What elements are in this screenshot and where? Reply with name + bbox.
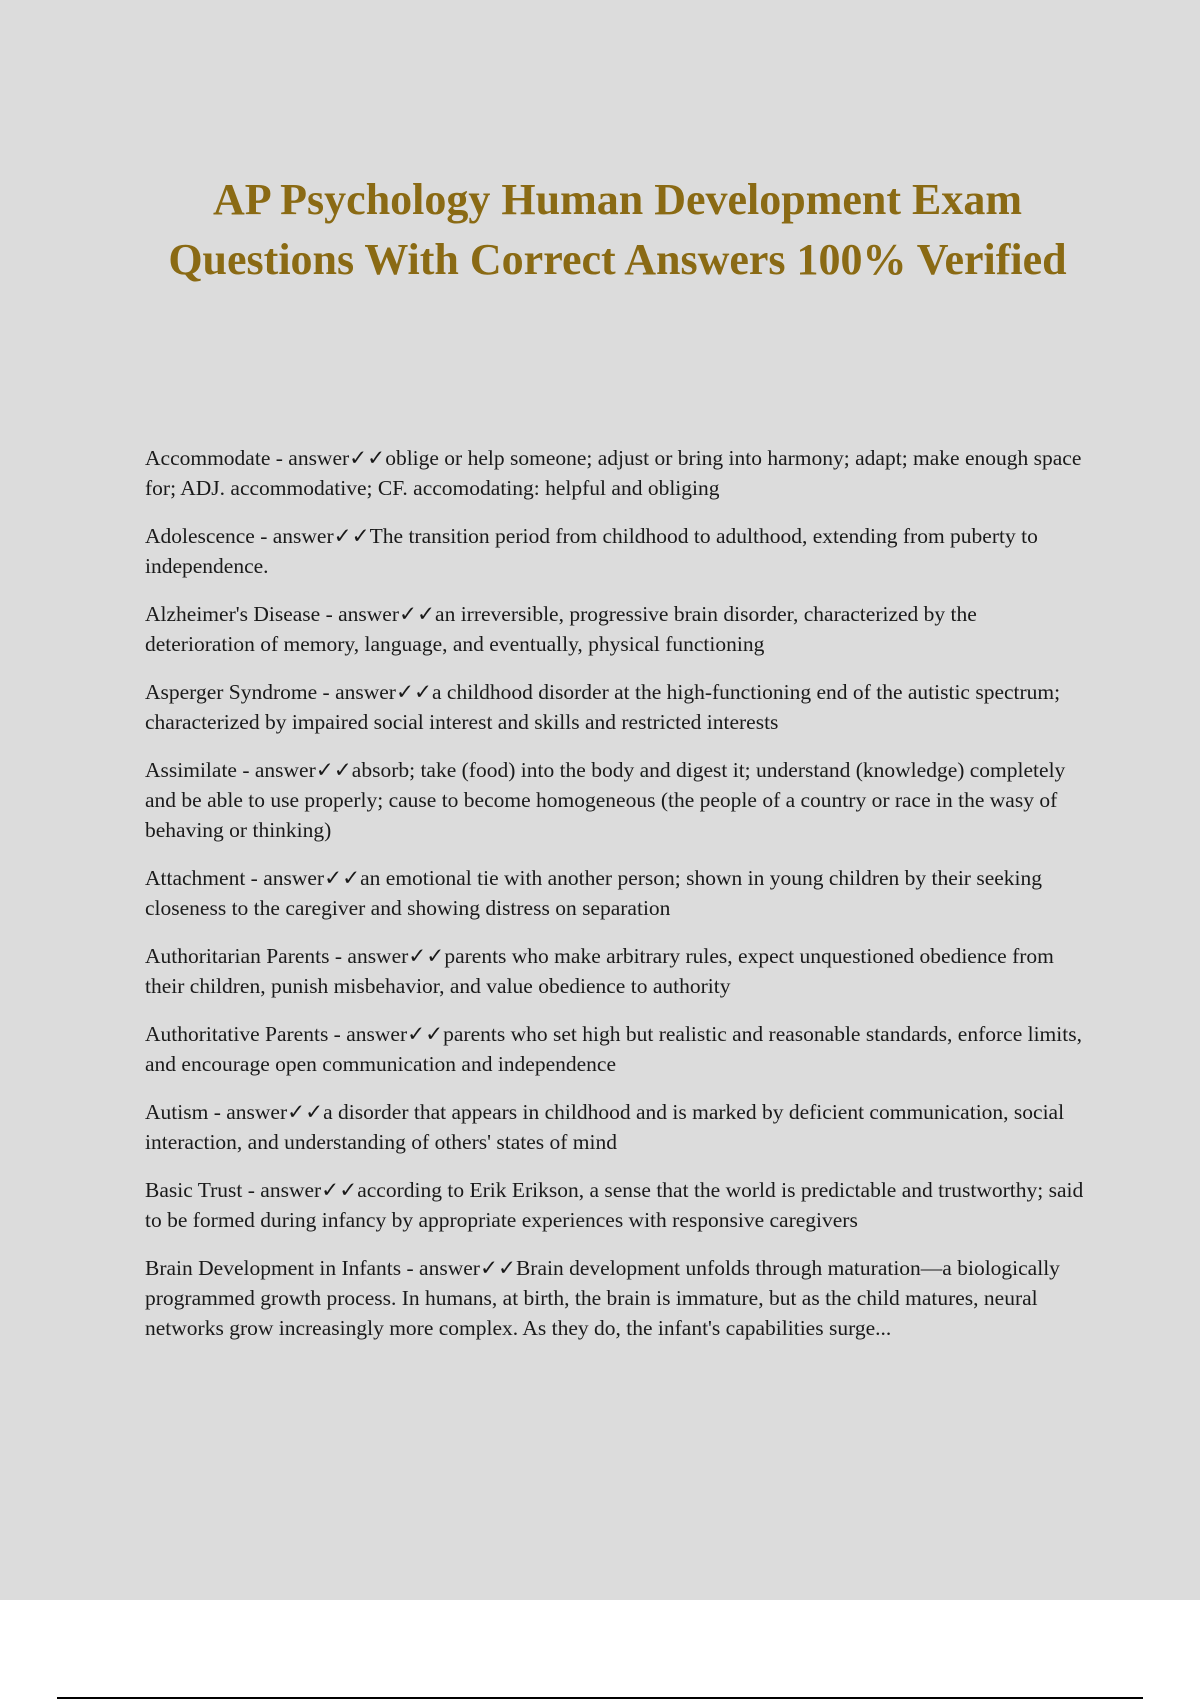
glossary-entry: Accommodate - answer✓✓oblige or help someone; adjust or bring into harmony; adapt; make enough space for; ADJ. accommodative; CF. accomodating: helpful and obliging	[145, 446, 1082, 500]
glossary-entry: Authoritarian Parents - answer✓✓parents who make arbitrary rules, expect unquestioned obedience from their children, punish misbehavior, and value obedience to authority	[145, 944, 1054, 998]
glossary-entry: Autism - answer✓✓a disorder that appears in childhood and is marked by deficient communication, social interaction, and understanding of others' states of mind	[145, 1100, 1065, 1154]
glossary-entry: Adolescence - answer✓✓The transition period from childhood to adulthood, extending from puberty to independence.	[145, 524, 1038, 578]
document-title: AP Psychology Human Development Exam Questions With Correct Answers 100% Verified	[168, 175, 1067, 284]
glossary-entry: Assimilate - answer✓✓absorb; take (food) into the body and digest it; understand (knowledge) completely and be able to use properly; cause to become homogeneous (the people of a country or race in the wasy of behaving or thinking)	[145, 758, 1066, 842]
glossary-entry: Brain Development in Infants - answer✓✓Brain development unfolds through maturation—a biologically programmed growth process. In humans, at birth, the brain is immature, but as the child matures, neural networks grow increasingly more complex. As they do, the infant's capabilities surge...	[145, 1256, 1060, 1340]
glossary-entry: Alzheimer's Disease - answer✓✓an irreversible, progressive brain disorder, characterized by the deterioration of memory, language, and eventually, physical functioning	[145, 602, 977, 656]
glossary-entry: Asperger Syndrome - answer✓✓a childhood disorder at the high-functioning end of the autistic spectrum; characterized by impaired social interest and skills and restricted interests	[145, 680, 1061, 734]
glossary-entry: Basic Trust - answer✓✓according to Erik Erikson, a sense that the world is predictable and trustworthy; said to be formed during infancy by appropriate experiences with responsive caregivers	[145, 1178, 1084, 1232]
page-divider	[57, 1697, 1143, 1699]
glossary-entry: Authoritative Parents - answer✓✓parents who set high but realistic and reasonable standards, enforce limits, and encourage open communication and independence	[145, 1022, 1082, 1076]
glossary-entry: Attachment - answer✓✓an emotional tie with another person; shown in young children by their seeking closeness to the caregiver and showing distress on separation	[145, 866, 1043, 920]
glossary-entries	[145, 443, 1085, 1361]
